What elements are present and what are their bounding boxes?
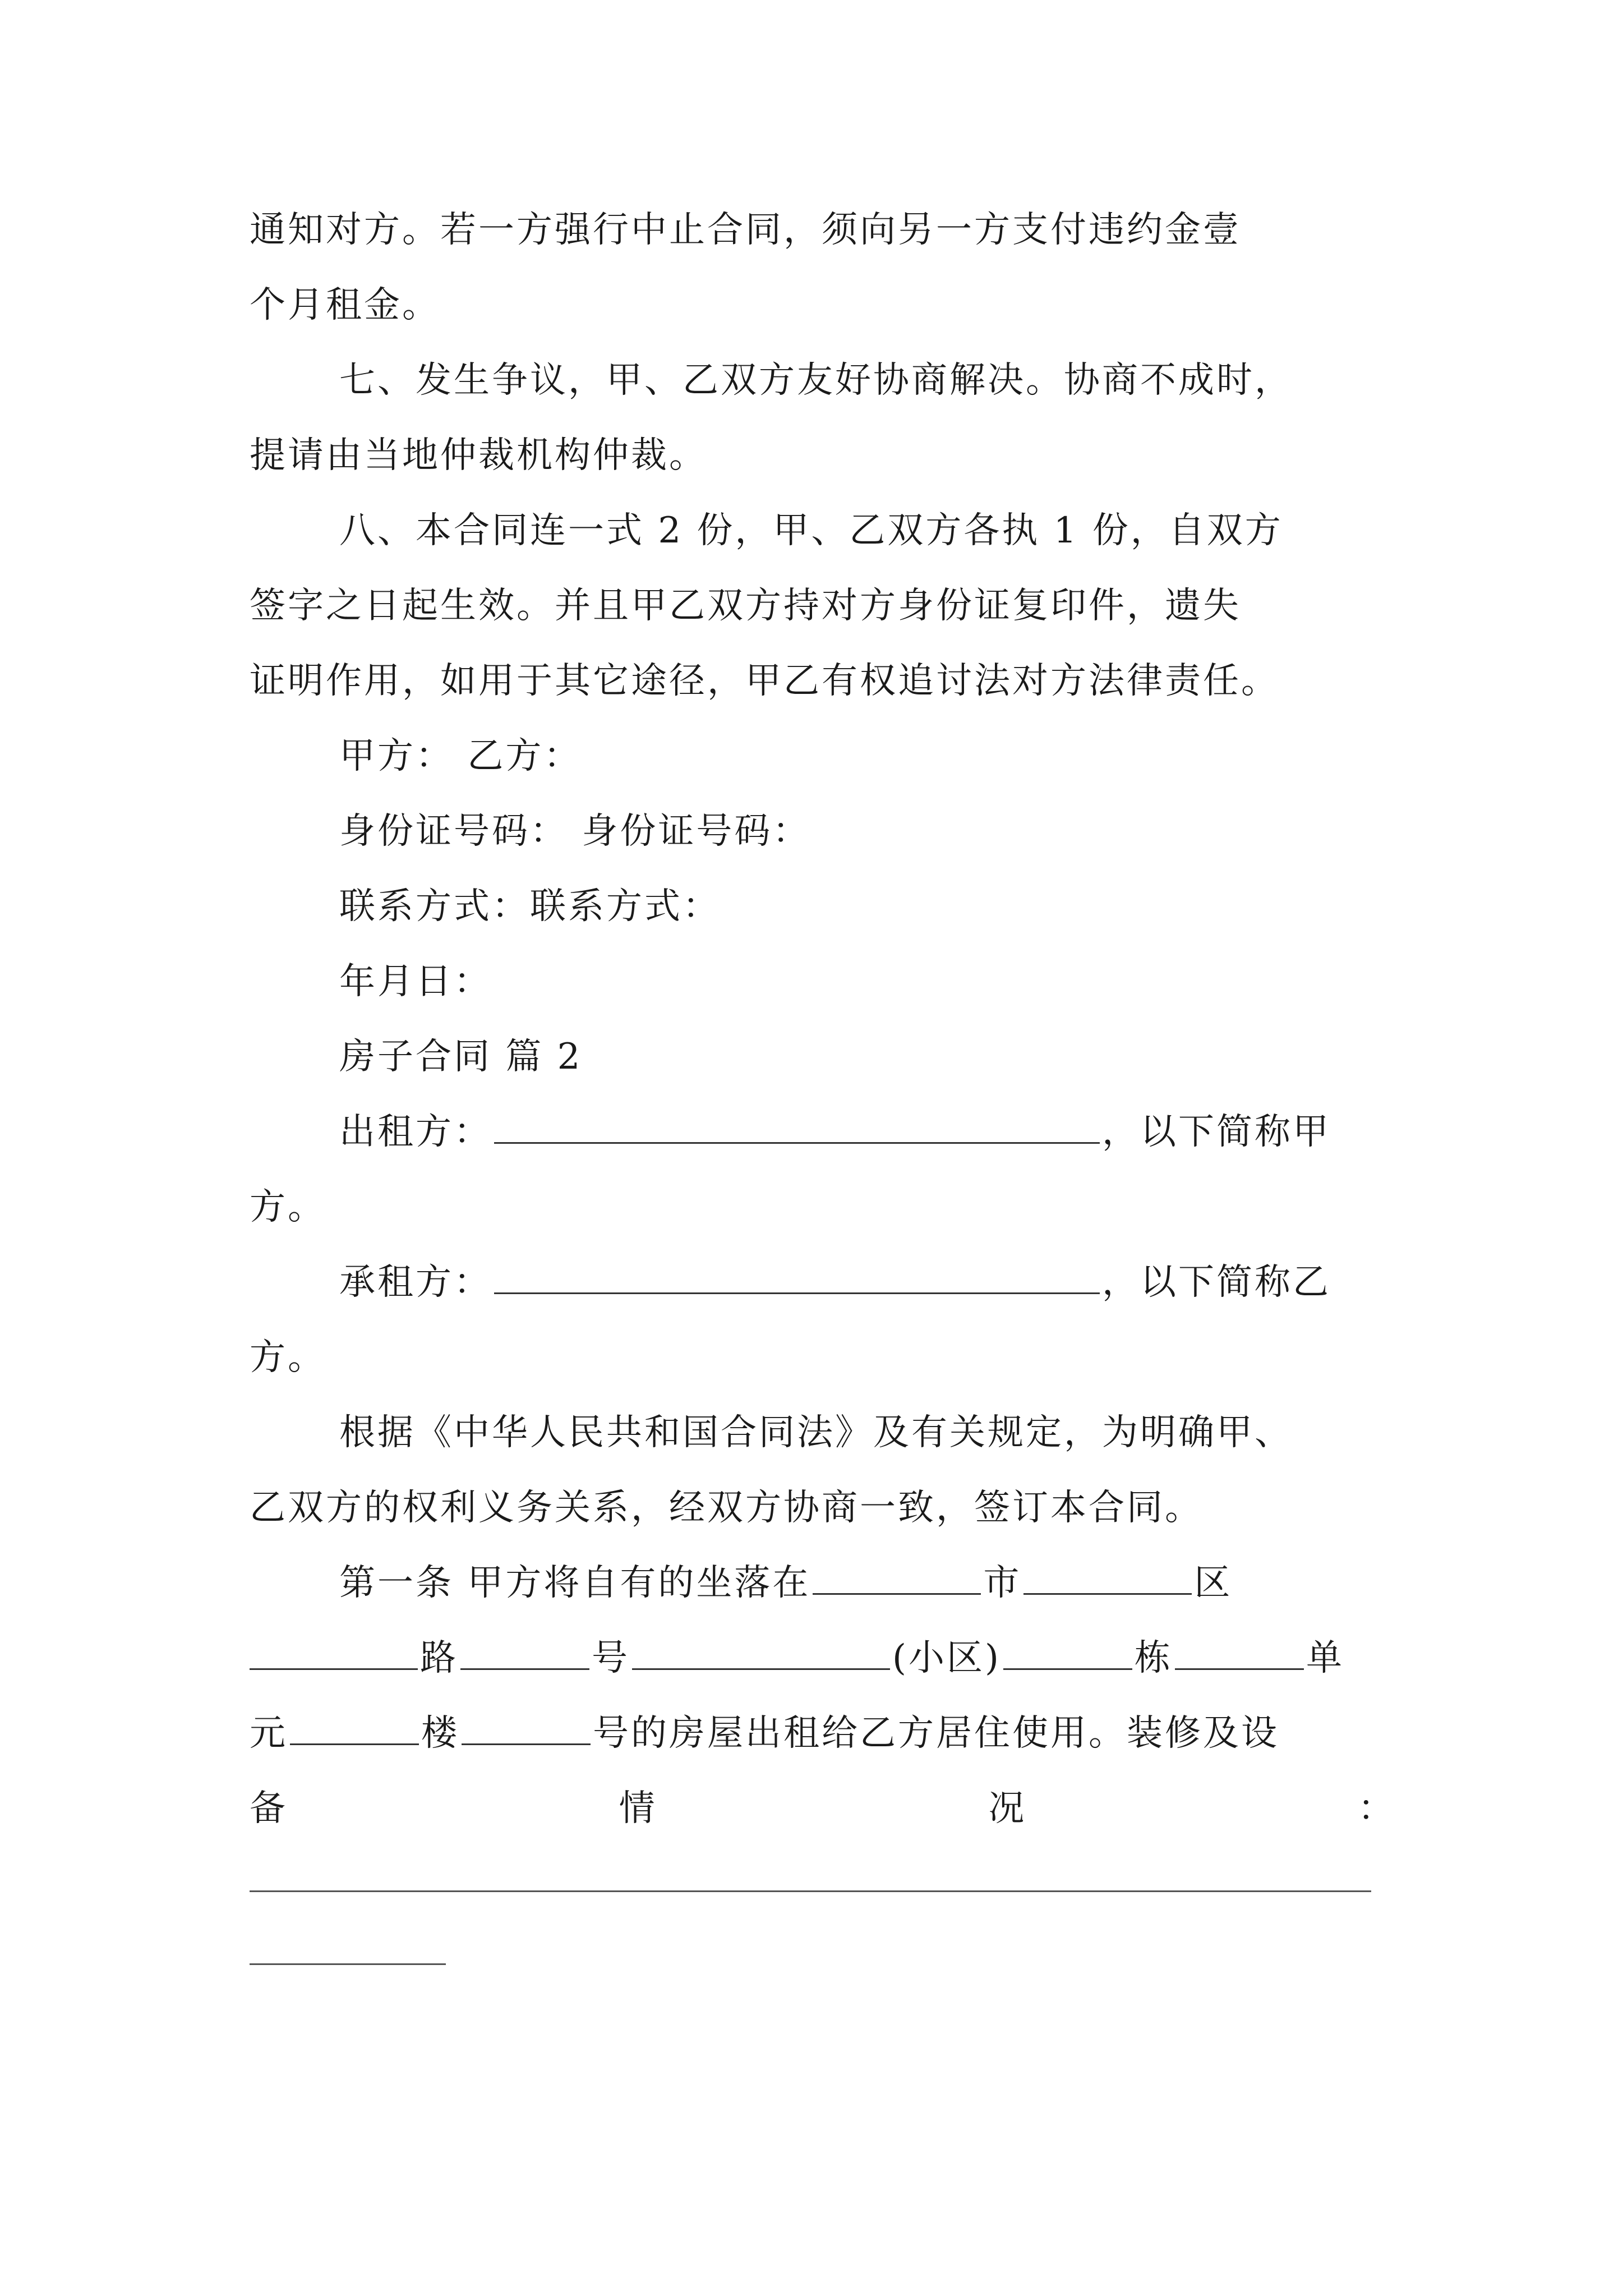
paragraph-7-line-2: 提请由当地仲裁机构仲裁。: [250, 435, 707, 476]
article-1-line-3: [250, 1705, 1279, 1761]
lessor-line: [339, 1104, 1331, 1160]
signature-parties: 甲方： 乙方：: [339, 735, 582, 777]
article-1-colon: ：: [1357, 1788, 1394, 1829]
lessor-label: 出租方：: [339, 1111, 492, 1153]
article-1-word-1: 备: [250, 1788, 285, 1829]
article-1-number: 号: [592, 1637, 630, 1679]
paragraph-8-line-1: 八、本合同连一式 2 份，甲、乙双方各执 1 份，自双方: [339, 510, 1283, 551]
lessee-continued: 方。: [250, 1337, 326, 1378]
basis-line-1: 根据《中华人民共和国合同法》及有关规定，为明确甲、: [339, 1412, 1293, 1453]
road-number-blank: [460, 1635, 589, 1670]
road-blank: [250, 1635, 418, 1670]
article-1-prefix: 第一条 甲方将自有的坐落在: [339, 1562, 811, 1604]
article-1-unit-start: 单: [1306, 1637, 1344, 1679]
lessee-line: [339, 1254, 1331, 1310]
room-number-blank: [462, 1710, 591, 1745]
article-1-line-2: [250, 1630, 1344, 1686]
signature-date: 年月日：: [339, 961, 492, 1002]
lessee-blank: [494, 1259, 1100, 1294]
paragraph-6-continued-line-2: 个月租金。: [250, 284, 440, 326]
floor-blank: [290, 1710, 419, 1745]
paragraph-6-continued-line-1: 通知对方。若一方强行中止合同，须向另一方支付违约金壹: [250, 209, 1241, 251]
article-1-word-2: 情: [619, 1788, 655, 1829]
article-1-line-4: [250, 1780, 1394, 1837]
lessee-label: 承租方：: [339, 1262, 492, 1303]
fill-in-rule-short: [250, 1963, 446, 1965]
lessee-suffix: ，以下简称乙: [1102, 1262, 1331, 1303]
paragraph-7-line-1: 七、发生争议，甲、乙双方友好协商解决。协商不成时，: [339, 360, 1293, 401]
article-1-unit-end: 元: [250, 1713, 288, 1754]
signature-contacts: 联系方式：联系方式：: [339, 886, 721, 927]
unit-blank: [1175, 1635, 1304, 1670]
district-blank: [1023, 1559, 1192, 1595]
article-1-community: (小区): [892, 1637, 1001, 1679]
article-1-floor: 楼: [421, 1713, 459, 1754]
article-1-line-1: [339, 1555, 1232, 1611]
fill-in-rule-long: [250, 1890, 1371, 1892]
city-blank: [813, 1559, 981, 1595]
article-1-district: 区: [1194, 1562, 1233, 1604]
article-1-city: 市: [983, 1562, 1022, 1604]
lessor-blank: [494, 1108, 1100, 1144]
article-1-road: 路: [420, 1637, 458, 1679]
article-1-rest: 号的房屋出租给乙方居住使用。装修及设: [593, 1713, 1279, 1754]
basis-line-2: 乙双方的权利义务关系，经双方协商一致，签订本合同。: [250, 1487, 1203, 1529]
paragraph-8-line-2: 签字之日起生效。并且甲乙双方持对方身份证复印件，遗失: [250, 585, 1241, 627]
signature-id-numbers: 身份证号码： 身份证号码：: [339, 811, 811, 852]
lessor-continued: 方。: [250, 1186, 326, 1228]
paragraph-8-line-3: 证明作用，如用于其它途径，甲乙有权追讨法对方法律责任。: [250, 660, 1279, 702]
section-2-title: 房子合同 篇 2: [339, 1036, 583, 1078]
lessor-suffix: ，以下简称甲: [1102, 1111, 1331, 1153]
building-blank: [1003, 1635, 1132, 1670]
community-blank: [632, 1635, 890, 1670]
article-1-word-3: 况: [988, 1788, 1025, 1829]
article-1-building: 栋: [1134, 1637, 1173, 1679]
